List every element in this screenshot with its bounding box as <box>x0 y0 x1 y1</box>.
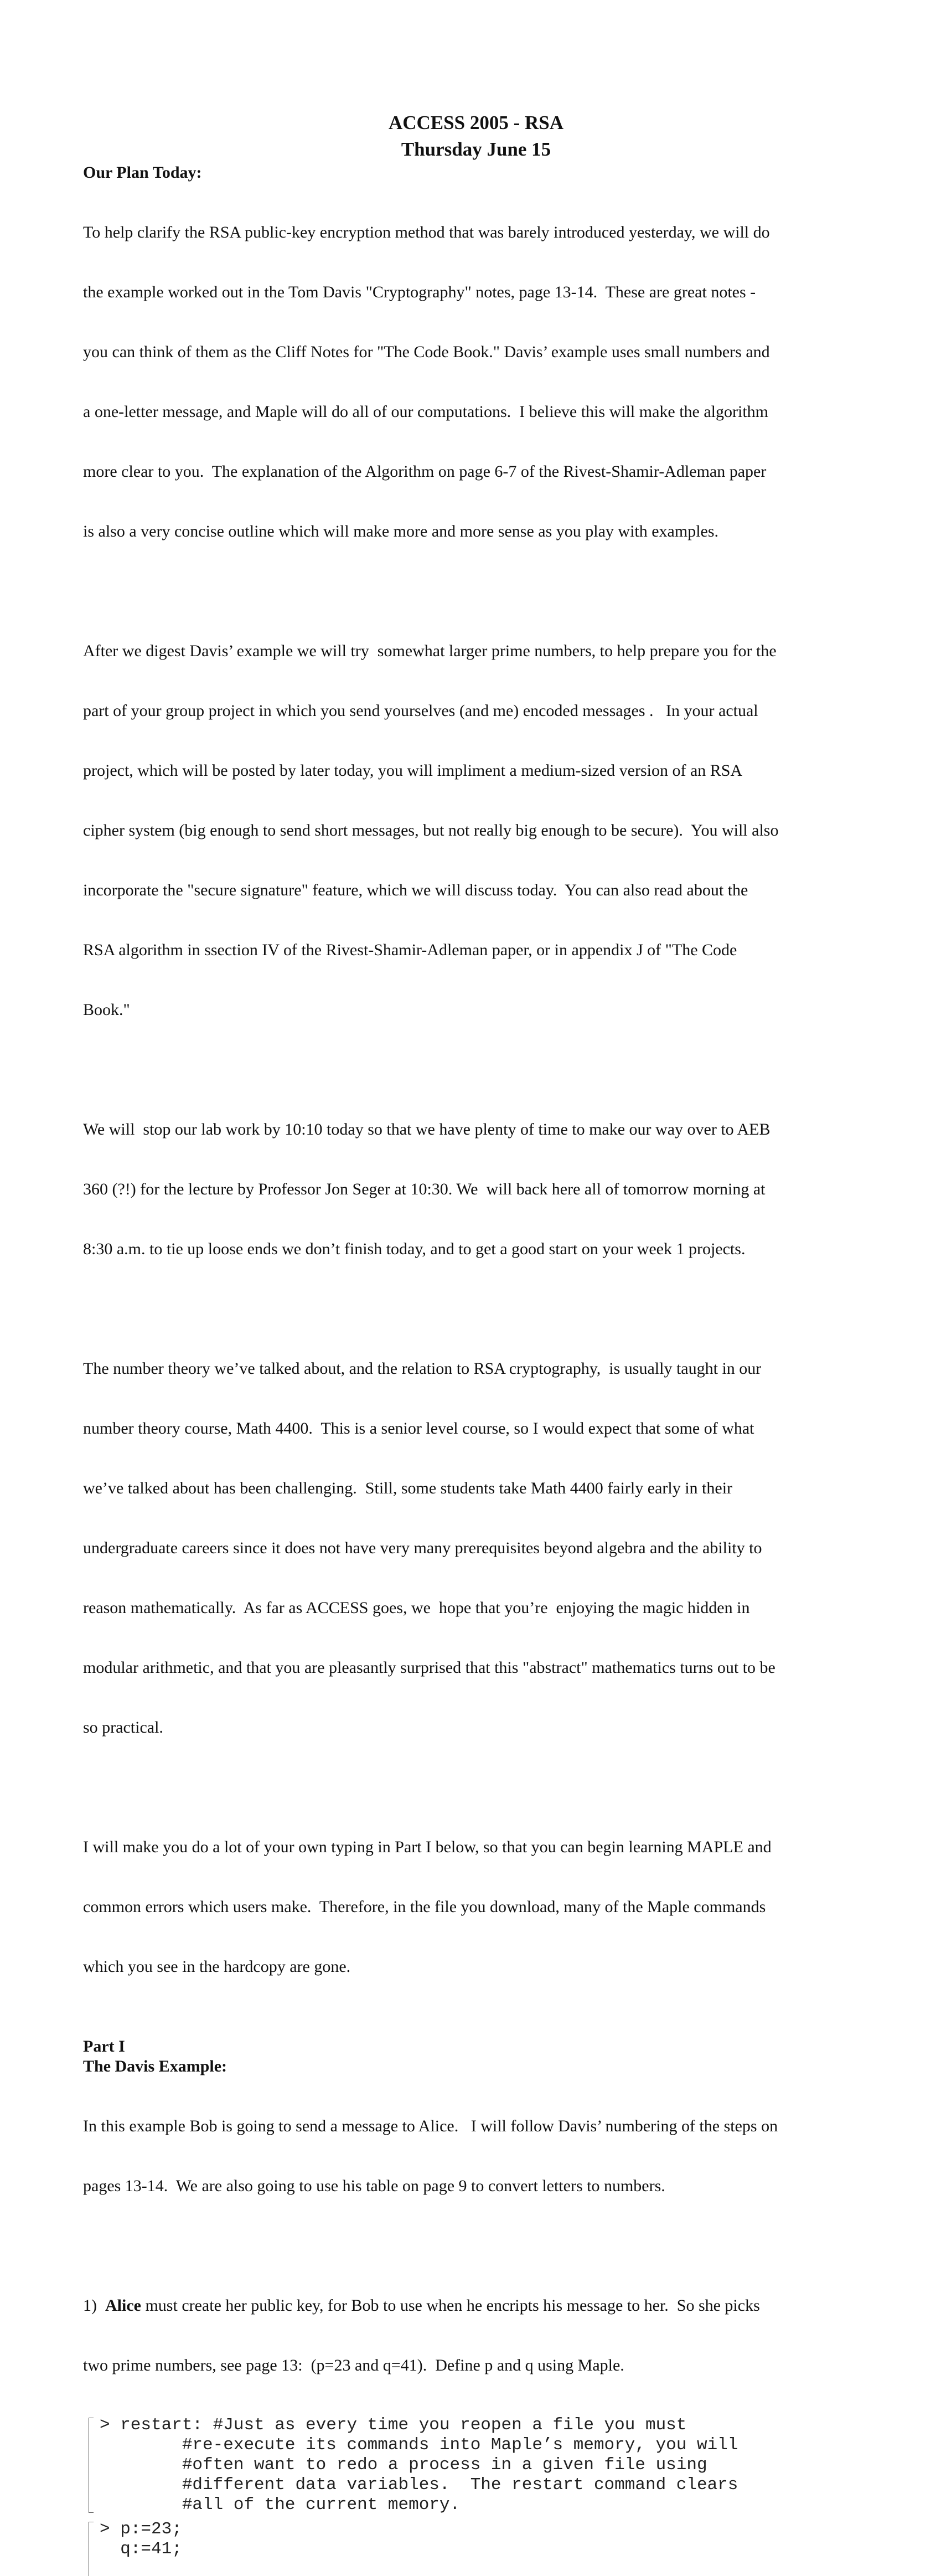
plan-paragraph-2 <box>83 601 869 1060</box>
text-line: To help clarify the RSA public-key encryption method that was barely introduced yesterday, we will do <box>83 223 770 241</box>
document-title <box>83 110 869 163</box>
text-line: undergraduate careers since it does not have very many prerequisites beyond algebra and the ability to <box>83 1539 762 1557</box>
text-line: which you see in the hardcopy are gone. <box>83 1957 351 1976</box>
text-line: In this example Bob is going to send a message to Alice. I will follow Davis’ numbering of the steps on <box>83 2117 778 2135</box>
step-text: must create her public key, for Bob to use when he encripts his message to her. So she picks <box>141 2296 760 2315</box>
part1-subheading: The Davis Example: <box>83 2057 228 2075</box>
text-line: I will make you do a lot of your own typing in Part I below, so that you can begin learning MAPLE and <box>83 1838 772 1856</box>
page-content <box>83 110 869 2559</box>
text-line: we’ve talked about has been challenging. Still, some students take Math 4400 fairly early in their <box>83 1479 733 1497</box>
text-line: cipher system (big enough to send short messages, but not really big enough to be secure). You will also <box>83 821 779 839</box>
group-bracket <box>89 2522 94 2576</box>
text-line: is also a very concise outline which will make more and more sense as you play with examples. <box>83 522 719 540</box>
part1-intro <box>83 2077 869 2236</box>
text-line: modular arithmetic, and that you are pleasantly surprised that this "abstract" mathematics turns out to be <box>83 1658 775 1677</box>
text-line: so practical. <box>83 1718 163 1737</box>
text-line: number theory course, Math 4400. This is a senior level course, so I would expect that some of what <box>83 1419 754 1438</box>
text-line: common errors which users make. Therefore, in the file you download, many of the Maple commands <box>83 1898 766 1916</box>
maple-execution-group-define-pq[interactable] <box>89 2520 869 2559</box>
plan-heading: Our Plan Today: <box>83 163 202 182</box>
step-actor: Alice <box>105 2296 141 2315</box>
maple-code-line: > p:=23; <box>100 2520 182 2539</box>
maple-code-line: q:=41; <box>100 2539 182 2559</box>
maple-code-line: #all of the current memory. <box>100 2495 461 2515</box>
step-1-paragraph <box>83 2256 869 2415</box>
text-line: The number theory we’ve talked about, and the relation to RSA cryptography, is usually taught in our <box>83 1359 762 1378</box>
text-line: 8:30 a.m. to tie up loose ends we don’t finish today, and to get a good start on your week 1 projects. <box>83 1240 746 1258</box>
text-line: part of your group project in which you send yourselves (and me) encoded messages . In your actual <box>83 702 758 720</box>
title-line-2: Thursday June 15 <box>401 138 551 160</box>
plan-paragraph-3 <box>83 1080 869 1299</box>
text-line: We will stop our lab work by 10:10 today so that we have plenty of time to make our way over to AEB <box>83 1120 771 1138</box>
text-line: pages 13-14. We are also going to use his table on page 9 to convert letters to numbers. <box>83 2177 665 2195</box>
text-line: the example worked out in the Tom Davis "Cryptography" notes, page 13-14. These are great notes - <box>83 283 756 301</box>
plan-paragraph-5 <box>83 1797 869 2017</box>
step-number: 1) <box>83 2296 105 2315</box>
text-line: project, which will be posted by later today, you will impliment a medium-sized version of an RSA <box>83 761 743 780</box>
text-line: you can think of them as the Cliff Notes for "The Code Book." Davis’ example uses small numbers and <box>83 343 770 361</box>
text-line: Book." <box>83 1001 130 1019</box>
maple-code-line: > restart: #Just as every time you reopen a file you must <box>100 2415 687 2435</box>
group-bracket <box>89 2418 94 2513</box>
text-line: incorporate the "secure signature" feature, which we will discuss today. You can also read about the <box>83 881 748 899</box>
plan-paragraph-1 <box>83 183 869 581</box>
part1-heading: Part I <box>83 2037 125 2055</box>
text-line <box>83 2296 869 2316</box>
maple-code-line: #often want to redo a process in a given file using <box>100 2455 707 2475</box>
text-line: reason mathematically. As far as ACCESS goes, we hope that you’re enjoying the magic hidden in <box>83 1599 750 1617</box>
plan-paragraph-4 <box>83 1319 869 1778</box>
text-line: 360 (?!) for the lecture by Professor Jon Seger at 10:30. We will back here all of tomorrow morning at <box>83 1180 766 1198</box>
maple-execution-group-restart[interactable] <box>89 2415 869 2515</box>
text-line: After we digest Davis’ example we will try somewhat larger prime numbers, to help prepare you for the <box>83 642 777 660</box>
text-line: RSA algorithm in ssection IV of the Rivest-Shamir-Adleman paper, or in appendix J of "The Code <box>83 941 737 959</box>
maple-code-line: #re-execute its commands into Maple’s memory, you will <box>100 2435 738 2455</box>
maple-code-line: #different data variables. The restart command clears <box>100 2475 738 2495</box>
text-line: a one-letter message, and Maple will do all of our computations. I believe this will make the algorithm <box>83 403 768 421</box>
text-line: more clear to you. The explanation of the Algorithm on page 6-7 of the Rivest-Shamir-Adleman paper <box>83 462 767 481</box>
title-line-1: ACCESS 2005 - RSA <box>388 112 564 133</box>
text-line: two prime numbers, see page 13: (p=23 and q=41). Define p and q using Maple. <box>83 2356 624 2374</box>
